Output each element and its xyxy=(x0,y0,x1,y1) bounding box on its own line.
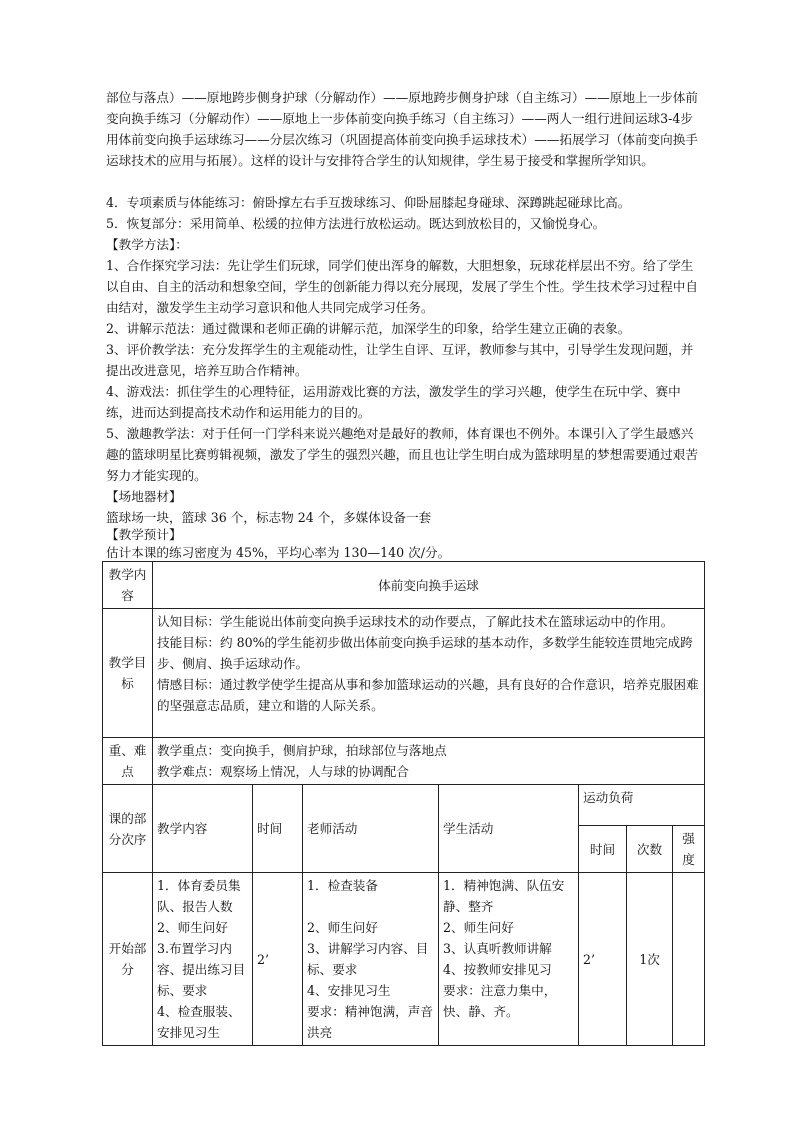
opening-load-count: 1次 xyxy=(627,873,673,1046)
content-label: 教学内容 xyxy=(103,562,153,609)
opening-student-4: 4、按教师安排见习 xyxy=(443,962,552,977)
opening-content-3: 3.布置学习内容、提出练习目标、要求 xyxy=(157,941,246,998)
item-5-recovery: 5．恢复部分：采用简单、松缓的拉伸方法进行放松运动。既达到放松目的，又愉悦身心。 xyxy=(106,216,606,231)
goal-cognitive: 认知目标：学生能说出体前变向换手运球技术的动作要点，了解此技术在篮球运动中的作用。 xyxy=(157,614,674,629)
header-load: 运动负荷 xyxy=(579,785,705,826)
header-load-count: 次数 xyxy=(627,826,673,873)
header-teacher: 老师活动 xyxy=(303,785,439,873)
header-load-time: 时间 xyxy=(579,826,627,873)
key-point-text: 教学重点：变向换手，侧肩护球，拍球部位与落地点 xyxy=(157,743,447,758)
goals-row xyxy=(103,609,705,738)
goal-skill: 技能目标：约 80%的学生能初步做出体前变向换手运球的基本动作，多数学生能较连贯地完成跨步、侧肩、换手运球动作。 xyxy=(157,635,693,671)
header-part: 课的部分次序 xyxy=(103,785,153,873)
lesson-plan-table xyxy=(102,561,705,1046)
forecast-heading: 【教学预计】 xyxy=(106,527,182,542)
opening-student-2: 2、师生问好 xyxy=(443,920,514,935)
opening-content-2: 2、师生问好 xyxy=(157,920,228,935)
opening-student-1: 1．精神饱满、队伍安静、整齐 xyxy=(443,878,565,914)
opening-student xyxy=(439,873,579,1046)
methods-heading: 【教学方法】： xyxy=(106,237,188,252)
key-points-row xyxy=(103,738,705,785)
method-2: 2、讲解示范法：通过微课和老师正确的讲解示范，加深学生的印象，给学生建立正确的表象。 xyxy=(106,321,631,336)
opening-student-3: 3、认真听教师讲解 xyxy=(443,941,552,956)
goal-affective: 情感目标：通过教学使学生提高从事和参加篮球运动的兴趣，具有良好的合作意识，培养克服困难的坚强意志品质，建立和谐的人际关系。 xyxy=(157,677,699,713)
header-row-1 xyxy=(103,785,705,826)
method-3: 3、评价教学法：充分发挥学生的主观能动性，让学生自评、互评，教师参与其中，引导学生发现问题，并提出改进意见，培养互助合作精神。 xyxy=(106,342,694,378)
method-5: 5、激趣教学法：对于任何一门学科来说兴趣绝对是最好的教师，体育课也不例外。本课引入了学生最感兴趣的篮球明星比赛剪辑视频，激发了学生的强烈兴趣，而且也让学生明白成为篮球明星的梦想需要通过艰苦努力才能实现的。 xyxy=(106,426,698,483)
content-row xyxy=(103,562,705,609)
opening-teacher-4: 4、安排见习生 xyxy=(307,983,391,998)
opening-content-1: 1．体育委员集队、报告人数 xyxy=(157,878,241,914)
goals-label: 教学目标 xyxy=(103,609,153,738)
header-content: 教学内容 xyxy=(153,785,253,873)
intro-paragraph: 部位与落点）——原地跨步侧身护球（分解动作）——原地跨步侧身护球（自主练习）——原地上一步体前变向换手练习（分解动作）——原地上一步体前变向换手练习（自主练习）——两人一组行进间运球3-4步用体前变向换手运球练习——分层次练习（巩固提高体前变向换手运球技术）——拓展学习（体前变向换手运球技术的应用与拓展）。这样的设计与安排符合学生的认知规律，学生易于接受和掌握所学知识。 xyxy=(106,90,698,168)
opening-time: 2’ xyxy=(253,873,303,1046)
venue-text: 篮球场一块，篮球 36 个，标志物 24 个，多媒体设备一套 xyxy=(106,510,432,525)
key-points-cell xyxy=(153,738,705,785)
opening-teacher-3: 3、讲解学习内容、目标、要求 xyxy=(307,941,429,977)
opening-load-intensity xyxy=(673,873,705,1046)
forecast-text: 估计本课的练习密度为 45%，平均心率为 130—140 次/分。 xyxy=(106,545,451,560)
item-4-fitness: 4．专项素质与体能练习：俯卧撑左右手互拨球练习、仰卧屈膝起身碰球、深蹲跳起碰球比高。 xyxy=(106,195,631,210)
opening-row xyxy=(103,873,705,1046)
content-value: 体前变向换手运球 xyxy=(153,562,705,609)
method-1: 1、合作探究学习法：先让学生们玩球，同学们使出浑身的解数，大胆想象，玩球花样层出不穷。给了学生以自由、自主的活动和想象空间，学生的创新能力得以充分展现，发展了学生个性。学生技术学习过程中自由结对，激发学生主动学习意识和他人共同完成学习任务。 xyxy=(106,258,698,315)
header-load-intensity: 强度 xyxy=(673,826,705,873)
header-student: 学生活动 xyxy=(439,785,579,873)
goals-cell xyxy=(153,609,705,738)
opening-part: 开始部分 xyxy=(103,873,153,1046)
opening-teacher-requirement: 要求：精神饱满，声音洪亮 xyxy=(307,1004,433,1040)
opening-load-time: 2’ xyxy=(579,873,627,1046)
opening-teacher-1: 1．检查装备 xyxy=(307,878,378,893)
opening-content xyxy=(153,873,253,1046)
opening-teacher-2: 2、师生问好 xyxy=(307,920,378,935)
opening-teacher xyxy=(303,873,439,1046)
key-points-label: 重、难点 xyxy=(103,738,153,785)
venue-heading: 【场地器材】 xyxy=(106,489,182,504)
header-time: 时间 xyxy=(253,785,303,873)
opening-content-4: 4、检查服装、安排见习生 xyxy=(157,1004,241,1040)
method-4: 4、游戏法：抓住学生的心理特征，运用游戏比赛的方法，激发学生的学习兴趣，使学生在玩中学、赛中练，进而达到提高技术动作和运用能力的目的。 xyxy=(106,384,681,420)
opening-student-requirement: 要求：注意力集中，快、静、齐。 xyxy=(443,983,557,1019)
difficulty-text: 教学难点：观察场上情况，人与球的协调配合 xyxy=(157,764,409,779)
